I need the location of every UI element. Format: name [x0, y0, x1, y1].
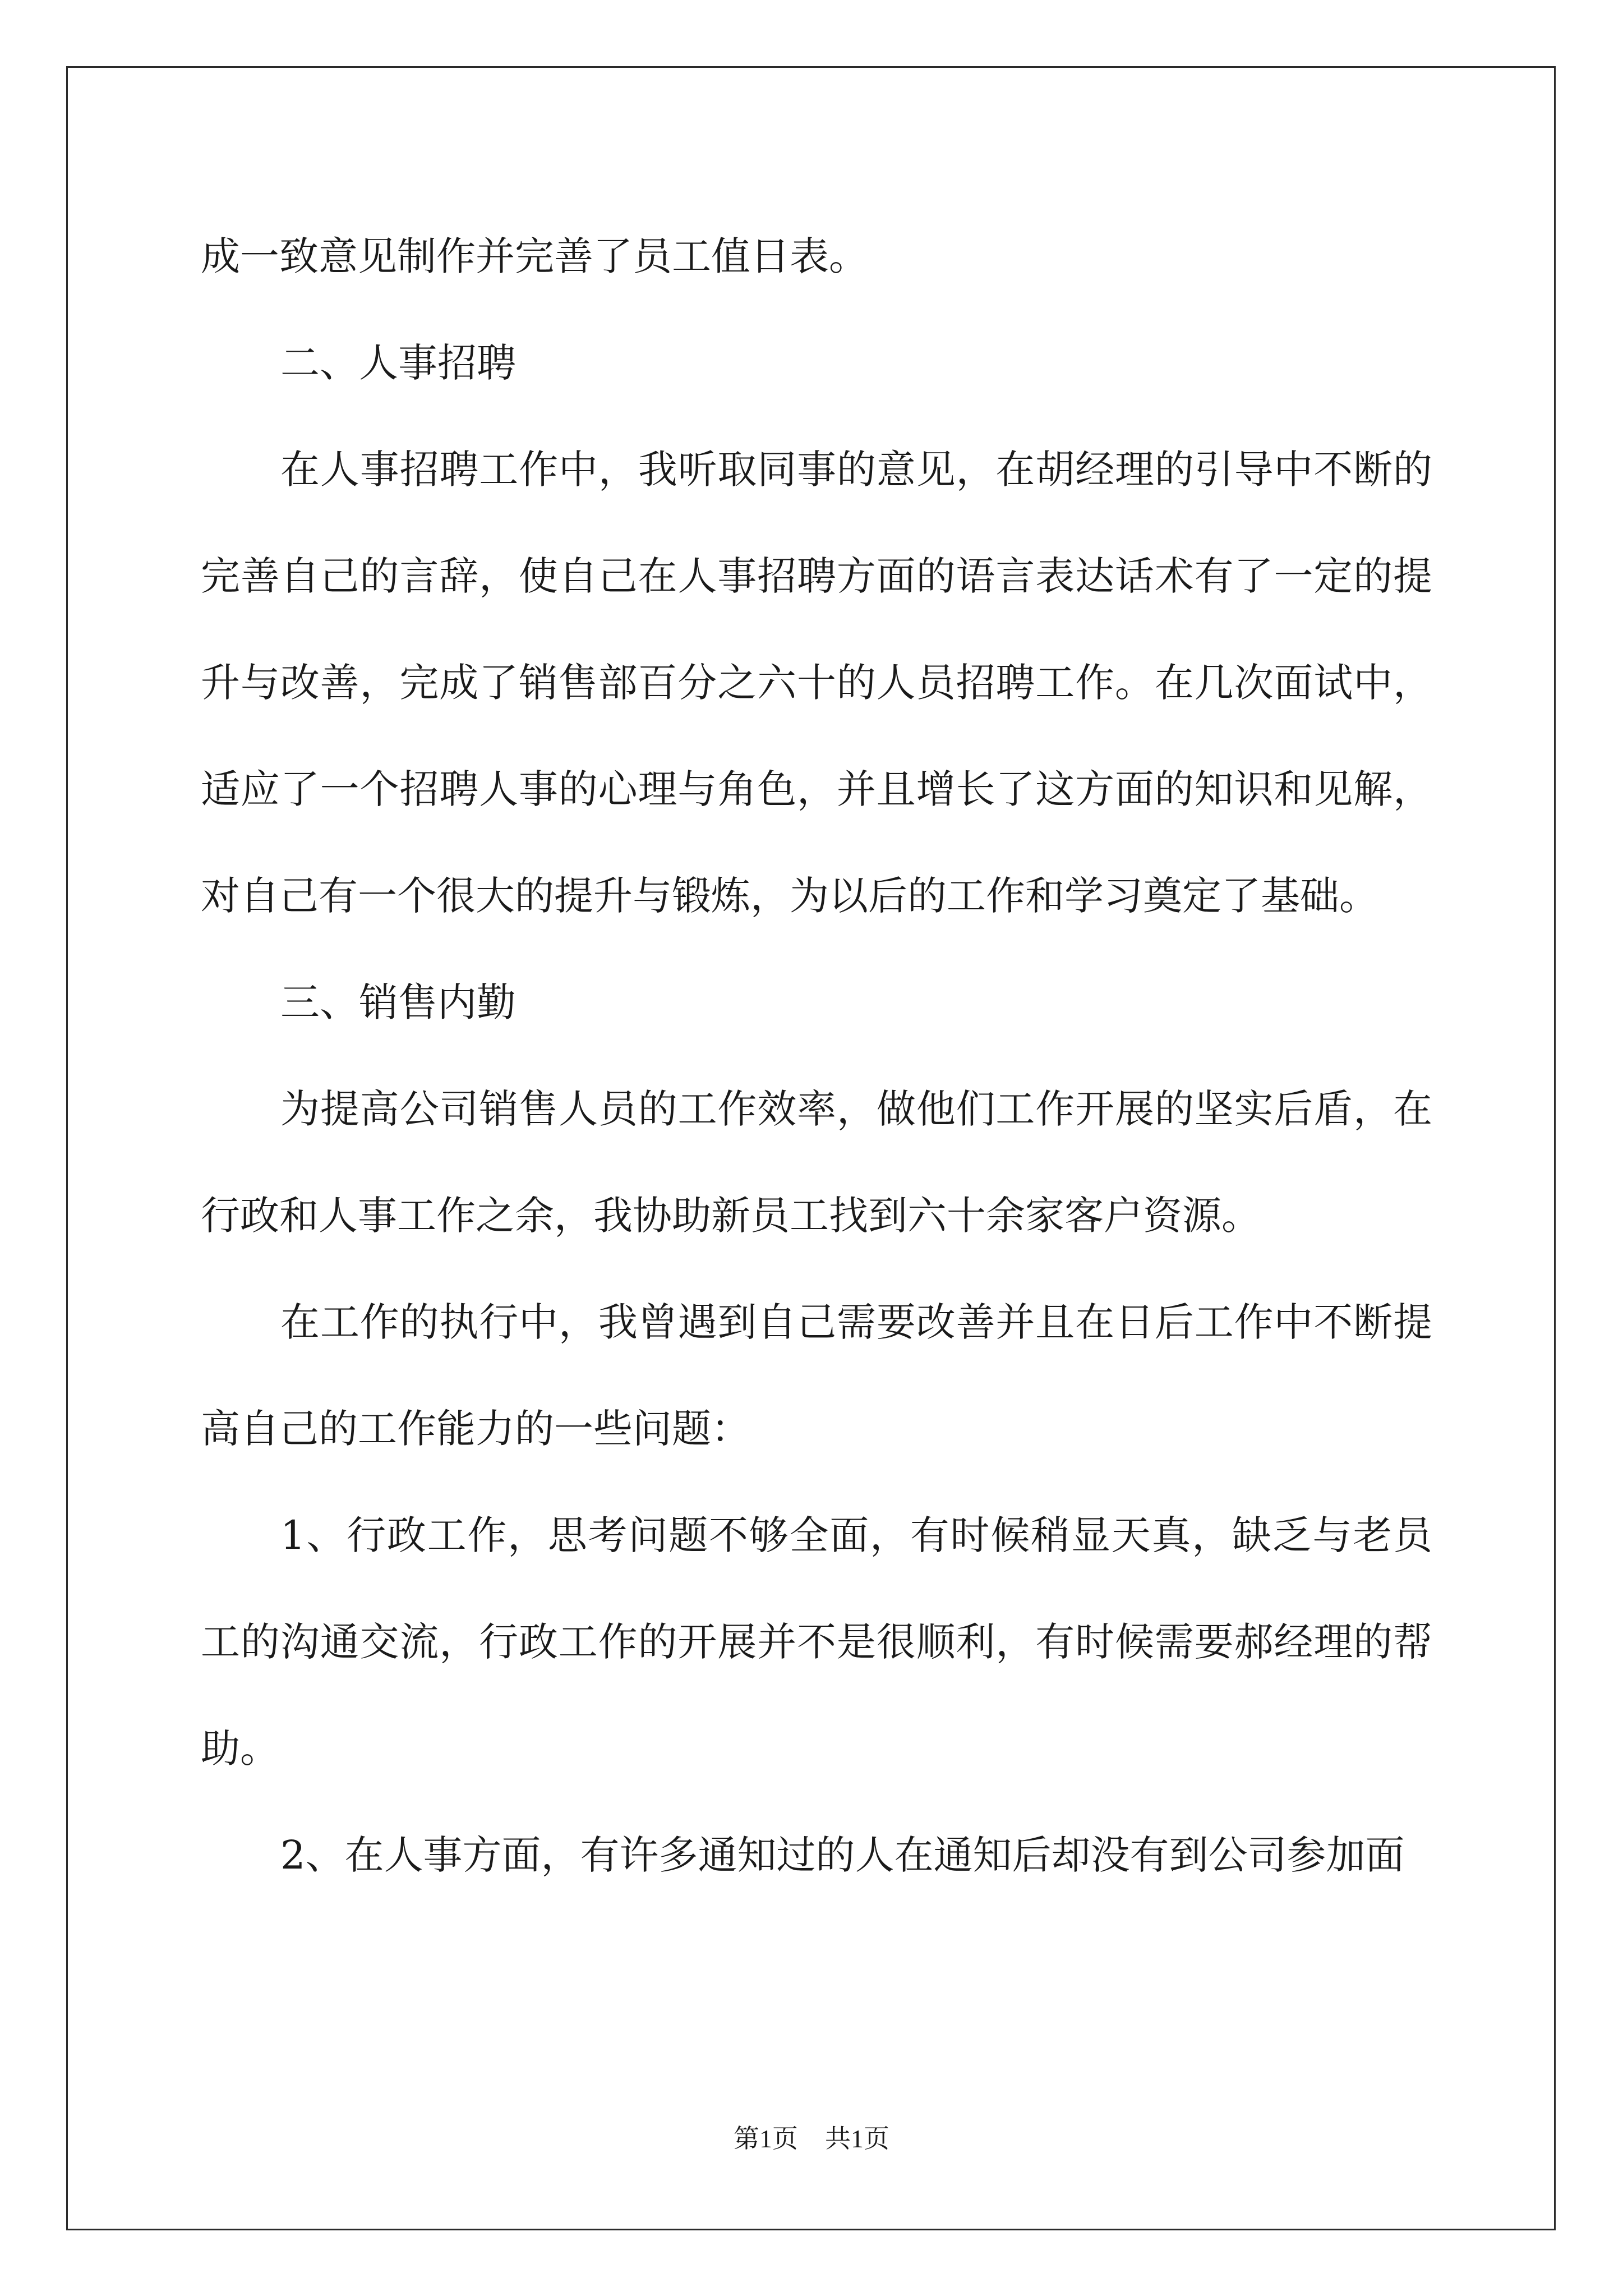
section-heading-sales-support: 三、销售内勤	[280, 979, 516, 1025]
section-heading-recruitment: 二、人事招聘	[280, 340, 516, 386]
paragraph-problem-2: 2、在人事方面，有许多通知过的人在通知后却没有到公司参加面	[280, 1832, 1405, 1878]
paragraph-problems-intro: 在工作的执行中，我曾遇到自己需要改善并且在日后工作中不断提高自己的工作能力的一些问题：	[201, 1299, 1432, 1452]
paragraph-problem-1: 1、行政工作，思考问题不够全面，有时候稍显天真，缺乏与老员工的沟通交流，行政工作的开展并不是很顺利，有时候需要郝经理的帮助。	[201, 1512, 1432, 1772]
paragraph-sales-support: 为提高公司销售人员的工作效率，做他们工作开展的坚实后盾，在行政和人事工作之余，我协助新员工找到六十余家客户资源。	[201, 1086, 1432, 1239]
paragraph-recruitment: 在人事招聘工作中，我听取同事的意见，在胡经理的引导中不断的完善自己的言辞，使自己在人事招聘方面的语言表达话术有了一定的提升与改善，完成了销售部百分之六十的人员招聘工作。在几次面试中，适应了一个招聘人事的心理与角色，并且增长了这方面的知识和见解，对自己有一个很大的提升与锻炼，为以后的工作和学习奠定了基础。	[201, 447, 1432, 919]
document-body	[201, 203, 1432, 1908]
page-total: 共1页	[825, 2124, 889, 2153]
page-number: 第1页	[734, 2124, 798, 2153]
page-footer	[0, 2118, 1623, 2155]
paragraph-1: 成一致意见制作并完善了员工值日表。	[201, 233, 868, 279]
